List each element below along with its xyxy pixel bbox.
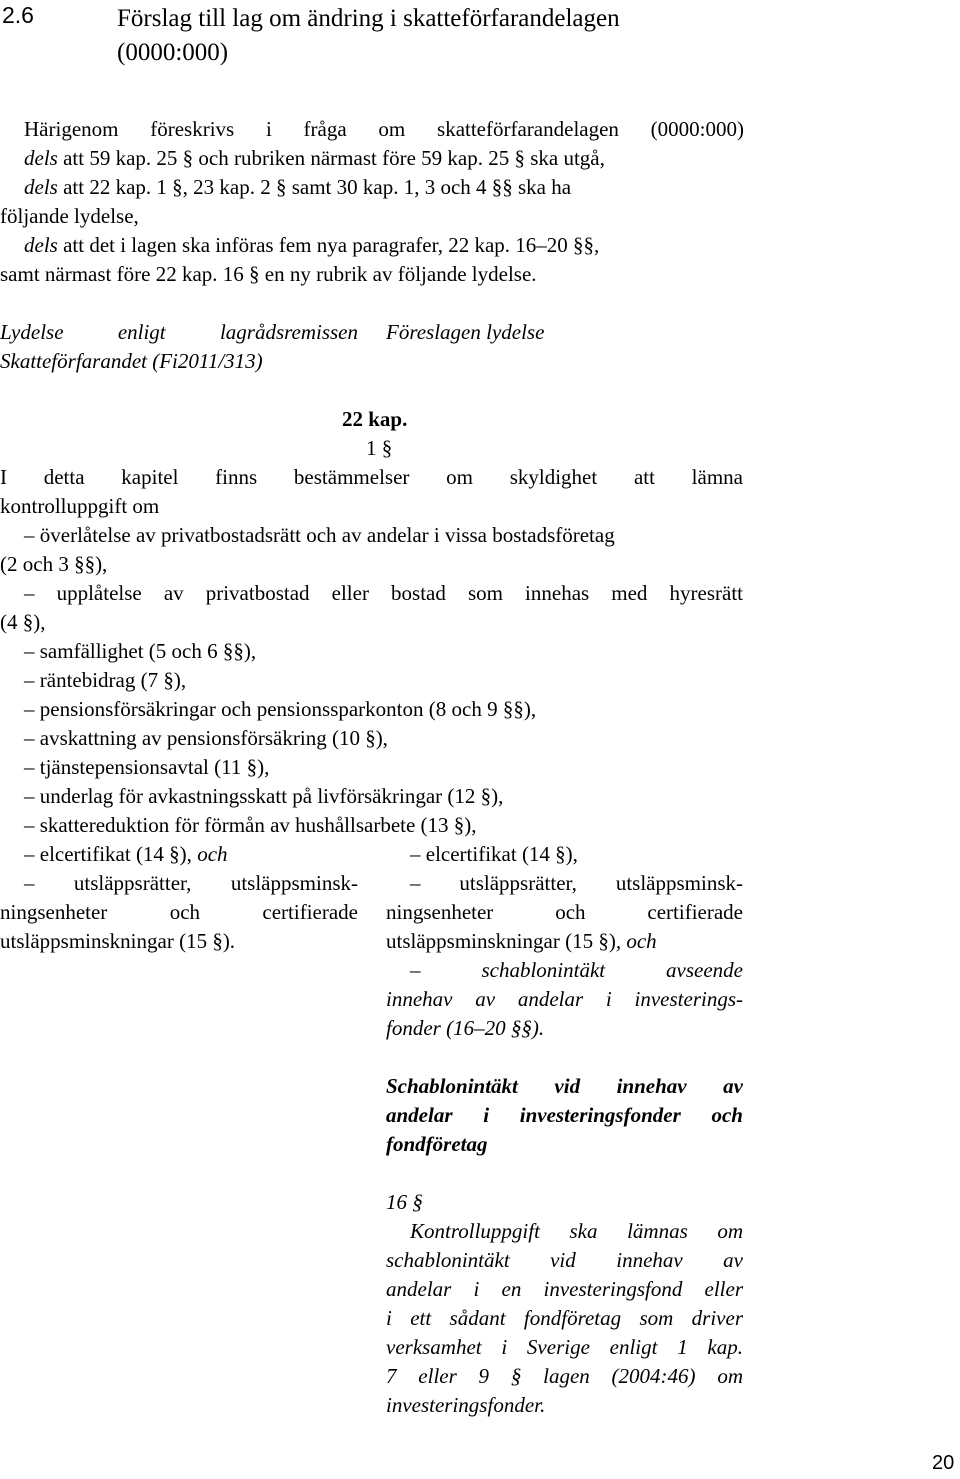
paragraph-16-line-5: verksamhet i Sverige enligt 1 kap. bbox=[386, 1335, 743, 1359]
paragraph-16-line-2: schablonintäkt vid innehav av bbox=[386, 1248, 743, 1272]
left-column-heading: Lydelse enligt lagrådsremissen bbox=[0, 320, 358, 344]
page-number: 20 bbox=[932, 1452, 955, 1474]
list-item: – tjänstepensionsavtal (11 §), bbox=[24, 755, 270, 779]
list-item: – pensionsförsäkringar och pensionssparkonton (8 och 9 §§), bbox=[24, 697, 537, 721]
paragraph-16-line-4: i ett sådant fondföretag som driver bbox=[386, 1306, 743, 1330]
left-utslapp-line-1: – utsläppsrätter, utsläppsminsk- bbox=[24, 871, 358, 895]
section-title bbox=[117, 2, 620, 70]
right-schablon-line-3: fonder (16–20 §§). bbox=[386, 1016, 545, 1040]
intro-line-2: dels att 59 kap. 25 § och rubriken närmast före 59 kap. 25 § ska utgå, bbox=[24, 146, 605, 170]
list-item: – upplåtelse av privatbostad eller bostad som innehas med hyresrätt bbox=[24, 581, 743, 605]
right-utslapp-line-2: ningsenheter och certifierade bbox=[386, 900, 743, 924]
list-item: – underlag för avkastningsskatt på livförsäkringar (12 §), bbox=[24, 784, 504, 808]
list-item: – avskattning av pensionsförsäkring (10 §), bbox=[24, 726, 388, 750]
right-column-heading: Föreslagen lydelse bbox=[386, 320, 545, 344]
left-utslapp-line-2: ningsenheter och certifierade bbox=[0, 900, 358, 924]
right-utslapp-line-1: – utsläppsrätter, utsläppsminsk- bbox=[410, 871, 743, 895]
paragraph-16-heading: 16 § bbox=[386, 1190, 423, 1214]
paragraph-1-heading: 1 § bbox=[366, 436, 393, 460]
list-item: – överlåtelse av privatbostadsrätt och av andelar i vissa bostadsföretag bbox=[24, 523, 615, 547]
list-item: (4 §), bbox=[0, 610, 46, 634]
left-elcertifikat: – elcertifikat (14 §), och bbox=[24, 842, 228, 866]
chapter-text-line-2: kontrolluppgift om bbox=[0, 494, 160, 518]
intro-line-4: följande lydelse, bbox=[0, 204, 139, 228]
left-column-heading-2: Skatteförfarandet (Fi2011/313) bbox=[0, 349, 263, 373]
paragraph-16-line-1: Kontrolluppgift ska lämnas om bbox=[410, 1219, 743, 1243]
intro-line-6: samt närmast före 22 kap. 16 § en ny rubrik av följande lydelse. bbox=[0, 262, 537, 286]
list-item: – skattereduktion för förmån av hushållsarbete (13 §), bbox=[24, 813, 477, 837]
right-elcertifikat: – elcertifikat (14 §), bbox=[410, 842, 578, 866]
intro-line-3: dels att 22 kap. 1 §, 23 kap. 2 § samt 30 kap. 1, 3 och 4 §§ ska ha bbox=[24, 175, 572, 199]
paragraph-16-line-3: andelar i en investeringsfond eller bbox=[386, 1277, 743, 1301]
paragraph-16-line-6: 7 eller 9 § lagen (2004:46) om bbox=[386, 1364, 743, 1388]
chapter-text-line-1: I detta kapitel finns bestämmelser om skyldighet att lämna bbox=[0, 465, 743, 489]
intro-line-1: Härigenom föreskrivs i fråga om skatteförfarandelagen (0000:000) bbox=[24, 117, 744, 141]
new-rubric-line-3: fondföretag bbox=[386, 1132, 488, 1156]
list-item: – räntebidrag (7 §), bbox=[24, 668, 187, 692]
section-title-line-2: (0000:000) bbox=[117, 39, 229, 66]
intro-line-5: dels att det i lagen ska införas fem nya paragrafer, 22 kap. 16–20 §§, bbox=[24, 233, 600, 257]
right-utslapp-line-3: utsläppsminskningar (15 §), och bbox=[386, 929, 657, 953]
left-utslapp-line-3: utsläppsminskningar (15 §). bbox=[0, 929, 236, 953]
chapter-heading: 22 kap. bbox=[342, 407, 408, 431]
right-schablon-line-1: – schablonintäkt avseende bbox=[410, 958, 743, 982]
new-rubric-line-1: Schablonintäkt vid innehav av bbox=[386, 1074, 743, 1098]
section-title-line-1: Förslag till lag om ändring i skatteförfarandelagen bbox=[117, 5, 620, 32]
paragraph-16-line-7: investeringsfonder. bbox=[386, 1393, 546, 1417]
right-schablon-line-2: innehav av andelar i investerings- bbox=[386, 987, 743, 1011]
section-number: 2.6 bbox=[2, 2, 34, 28]
list-item: – samfällighet (5 och 6 §§), bbox=[24, 639, 257, 663]
list-item: (2 och 3 §§), bbox=[0, 552, 108, 576]
new-rubric-line-2: andelar i investeringsfonder och bbox=[386, 1103, 743, 1127]
